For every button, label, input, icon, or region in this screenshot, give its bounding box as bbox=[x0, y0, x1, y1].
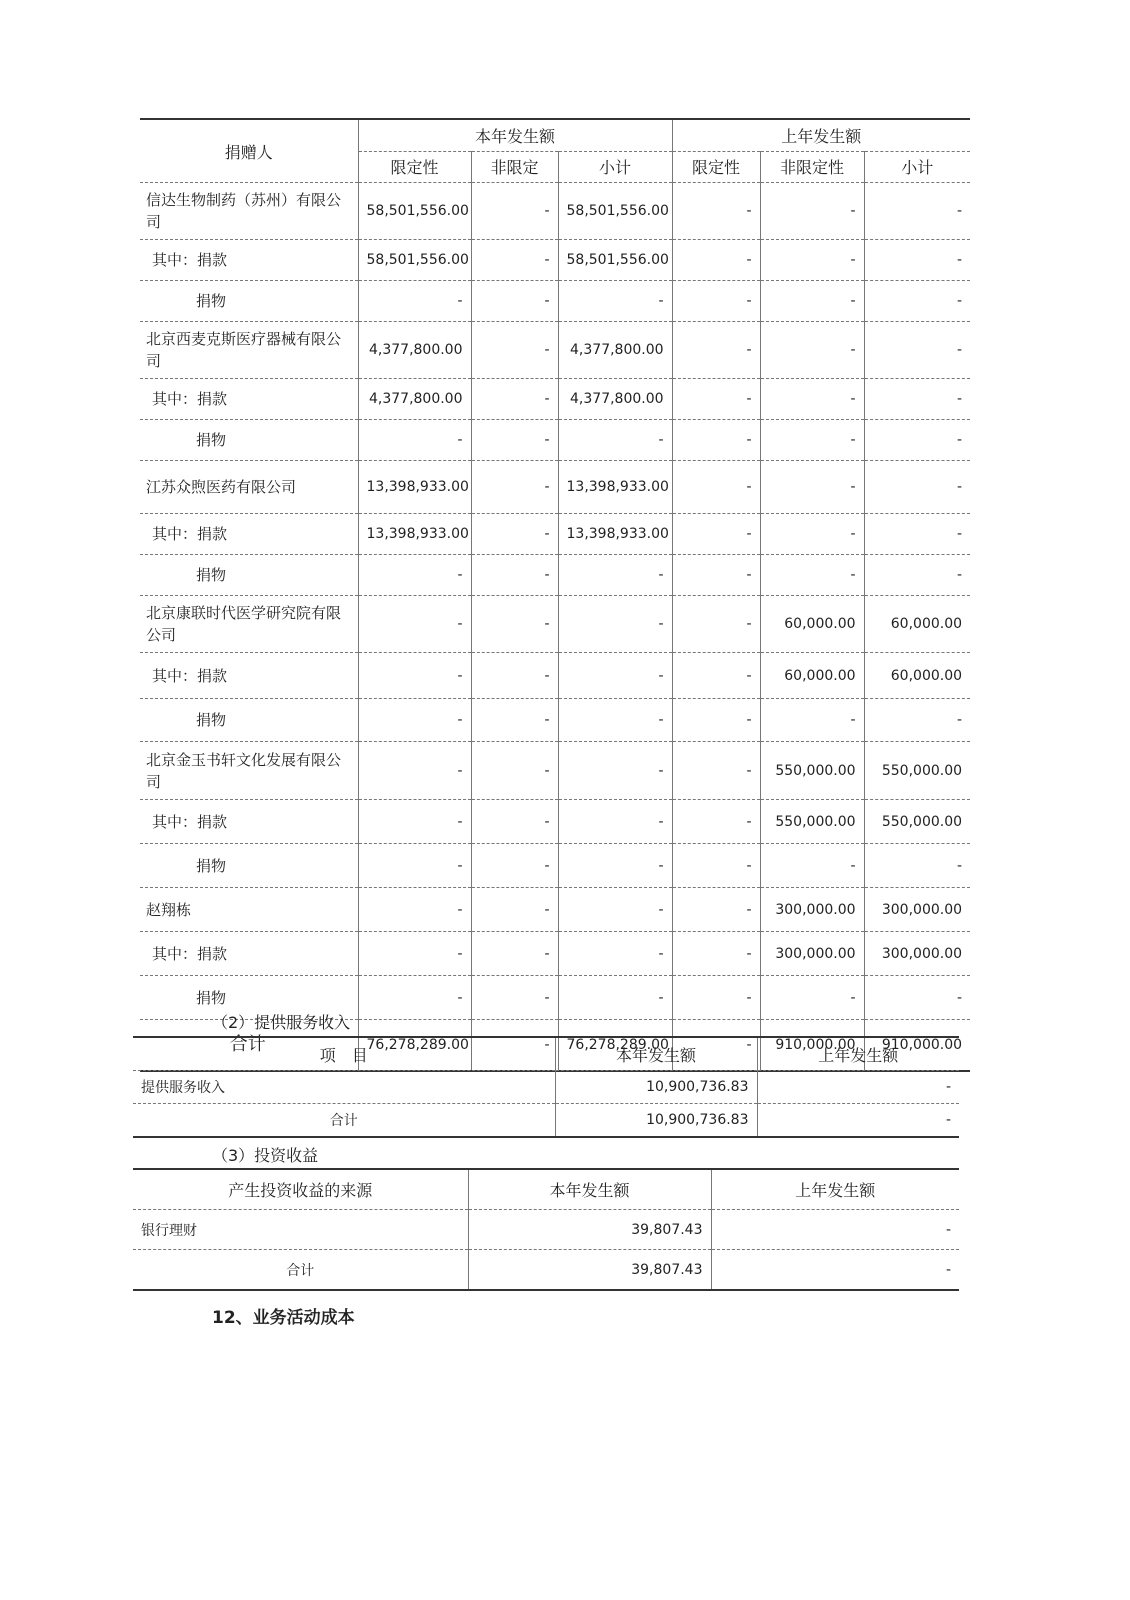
cell-current-restricted: - bbox=[358, 742, 471, 800]
cell-prior-unrestricted: 300,000.00 bbox=[760, 888, 864, 932]
cell-current-unrestricted: - bbox=[471, 742, 558, 800]
cell-current-restricted: - bbox=[358, 420, 471, 461]
cell-current-restricted: - bbox=[358, 800, 471, 844]
cell-prior-restricted: - bbox=[672, 800, 760, 844]
cell-current-unrestricted: - bbox=[471, 240, 558, 281]
cell-prior-restricted: - bbox=[672, 653, 760, 699]
in-kind-donation-label: 捐物 bbox=[140, 420, 358, 461]
cell-current-subtotal: - bbox=[558, 281, 672, 322]
cell-current-unrestricted: - bbox=[471, 653, 558, 699]
table-row bbox=[140, 699, 970, 742]
cell-prior-subtotal: - bbox=[864, 514, 970, 555]
cell-prior-unrestricted: - bbox=[760, 183, 864, 240]
total-current-restricted: 76,278,289.00 bbox=[358, 1020, 471, 1072]
cell-current-subtotal: - bbox=[558, 932, 672, 976]
cell-current-unrestricted: - bbox=[471, 800, 558, 844]
cell-prior-unrestricted: - bbox=[760, 844, 864, 888]
cell-current-unrestricted: - bbox=[471, 596, 558, 653]
header-current-year: 本年发生额 bbox=[358, 119, 672, 151]
cell-prior-restricted: - bbox=[672, 322, 760, 379]
cell-prior-subtotal: - bbox=[864, 420, 970, 461]
cell-current-subtotal: - bbox=[558, 653, 672, 699]
total-label: 合计 bbox=[286, 1262, 315, 1279]
cell-prior-subtotal: 550,000.00 bbox=[864, 800, 970, 844]
row-label: 银行理财 bbox=[133, 1210, 468, 1250]
cell-prior-subtotal: 60,000.00 bbox=[864, 596, 970, 653]
cell-prior-restricted: - bbox=[672, 183, 760, 240]
table-header-row bbox=[133, 1169, 959, 1210]
cell-current-restricted: - bbox=[358, 976, 471, 1020]
cash-donation-label: 其中：捐款 bbox=[140, 379, 358, 420]
table-row bbox=[140, 379, 970, 420]
donor-name: 北京金玉书轩文化发展有限公司 bbox=[140, 742, 358, 800]
table-row bbox=[133, 1210, 959, 1250]
cell-current-restricted: - bbox=[358, 281, 471, 322]
table-row bbox=[140, 420, 970, 461]
donation-income-table bbox=[140, 118, 970, 1072]
table-row bbox=[140, 322, 970, 379]
cell-prior-unrestricted: 300,000.00 bbox=[760, 932, 864, 976]
table-row bbox=[140, 281, 970, 322]
cell-current-subtotal: 4,377,800.00 bbox=[558, 379, 672, 420]
header-current: 本年发生额 bbox=[468, 1169, 711, 1210]
donor-name: 北京西麦克斯医疗器械有限公司 bbox=[140, 322, 358, 379]
donor-name: 江苏众煦医药有限公司 bbox=[140, 461, 358, 514]
cell-current-unrestricted: - bbox=[471, 281, 558, 322]
cell-prior-restricted: - bbox=[672, 514, 760, 555]
cell-current-restricted: - bbox=[358, 555, 471, 596]
header-donor: 捐赠人 bbox=[140, 119, 358, 183]
cell-current-restricted: 13,398,933.00 bbox=[358, 461, 471, 514]
cell-current-restricted: 13,398,933.00 bbox=[358, 514, 471, 555]
cell-prior-restricted: - bbox=[672, 281, 760, 322]
table-row bbox=[140, 888, 970, 932]
cell-prior-unrestricted: - bbox=[760, 281, 864, 322]
cell-current-unrestricted: - bbox=[471, 844, 558, 888]
total-current: 39,807.43 bbox=[468, 1250, 711, 1291]
cell-prior-subtotal: - bbox=[864, 183, 970, 240]
cash-donation-label: 其中：捐款 bbox=[140, 800, 358, 844]
table-row bbox=[140, 596, 970, 653]
cell-prior-subtotal: 550,000.00 bbox=[864, 742, 970, 800]
table-row bbox=[140, 183, 970, 240]
cell-current-restricted: 58,501,556.00 bbox=[358, 183, 471, 240]
total-prior: - bbox=[757, 1104, 959, 1138]
cell-prior-subtotal: - bbox=[864, 844, 970, 888]
cell-current-subtotal: 58,501,556.00 bbox=[558, 183, 672, 240]
cell-current-restricted: - bbox=[358, 653, 471, 699]
row-current: 39,807.43 bbox=[468, 1210, 711, 1250]
cell-prior-restricted: - bbox=[672, 461, 760, 514]
cell-prior-subtotal: - bbox=[864, 699, 970, 742]
total-prior-restricted: - bbox=[672, 1020, 760, 1072]
cell-prior-restricted: - bbox=[672, 699, 760, 742]
cell-prior-unrestricted: - bbox=[760, 699, 864, 742]
total-label: 合计 bbox=[229, 1034, 266, 1055]
row-label: 提供服务收入 bbox=[133, 1071, 555, 1104]
in-kind-donation-label: 捐物 bbox=[140, 976, 358, 1020]
cell-current-subtotal: 13,398,933.00 bbox=[558, 514, 672, 555]
cell-prior-restricted: - bbox=[672, 844, 760, 888]
cash-donation-label: 其中：捐款 bbox=[140, 653, 358, 699]
cell-current-restricted: - bbox=[358, 844, 471, 888]
cell-current-subtotal: - bbox=[558, 742, 672, 800]
row-prior: - bbox=[757, 1071, 959, 1104]
header-prior-year: 上年发生额 bbox=[672, 119, 970, 151]
cell-prior-subtotal: - bbox=[864, 461, 970, 514]
cell-current-restricted: 4,377,800.00 bbox=[358, 322, 471, 379]
cell-current-subtotal: 58,501,556.00 bbox=[558, 240, 672, 281]
cell-current-subtotal: - bbox=[558, 888, 672, 932]
cell-current-subtotal: - bbox=[558, 699, 672, 742]
table-row bbox=[140, 514, 970, 555]
header-restricted-prior: 限定性 bbox=[672, 151, 760, 183]
cell-prior-restricted: - bbox=[672, 888, 760, 932]
header-prior: 上年发生额 bbox=[711, 1169, 959, 1210]
table-row bbox=[140, 932, 970, 976]
cash-donation-label: 其中：捐款 bbox=[140, 240, 358, 281]
total-prior-unrestricted: 910,000.00 bbox=[760, 1020, 864, 1072]
cell-current-restricted: - bbox=[358, 596, 471, 653]
header-unrestricted-current: 非限定 bbox=[471, 151, 558, 183]
cell-current-restricted: 58,501,556.00 bbox=[358, 240, 471, 281]
cell-current-unrestricted: - bbox=[471, 322, 558, 379]
cell-current-unrestricted: - bbox=[471, 379, 558, 420]
cell-prior-restricted: - bbox=[672, 379, 760, 420]
cell-prior-unrestricted: - bbox=[760, 420, 864, 461]
total-row bbox=[133, 1104, 959, 1138]
in-kind-donation-label: 捐物 bbox=[140, 555, 358, 596]
cell-prior-unrestricted: - bbox=[760, 976, 864, 1020]
cell-prior-restricted: - bbox=[672, 596, 760, 653]
cell-current-subtotal: - bbox=[558, 844, 672, 888]
cell-prior-unrestricted: 550,000.00 bbox=[760, 742, 864, 800]
cell-current-subtotal: 13,398,933.00 bbox=[558, 461, 672, 514]
header-subtotal-prior: 小计 bbox=[864, 151, 970, 183]
total-prior: - bbox=[711, 1250, 959, 1291]
cell-current-unrestricted: - bbox=[471, 888, 558, 932]
table-header-row bbox=[133, 1037, 959, 1071]
table-row bbox=[140, 461, 970, 514]
donor-name: 北京康联时代医学研究院有限公司 bbox=[140, 596, 358, 653]
row-current: 10,900,736.83 bbox=[555, 1071, 757, 1104]
cell-prior-unrestricted: - bbox=[760, 514, 864, 555]
cell-prior-restricted: - bbox=[672, 555, 760, 596]
cell-prior-unrestricted: 60,000.00 bbox=[760, 596, 864, 653]
total-prior-subtotal: 910,000.00 bbox=[864, 1020, 970, 1072]
total-row bbox=[133, 1250, 959, 1291]
cell-current-restricted: - bbox=[358, 932, 471, 976]
cell-prior-subtotal: 60,000.00 bbox=[864, 653, 970, 699]
cell-prior-unrestricted: - bbox=[760, 555, 864, 596]
cell-prior-unrestricted: 550,000.00 bbox=[760, 800, 864, 844]
cell-prior-subtotal: - bbox=[864, 281, 970, 322]
header-prior: 上年发生额 bbox=[757, 1037, 959, 1071]
cell-current-unrestricted: - bbox=[471, 461, 558, 514]
cell-current-restricted: - bbox=[358, 699, 471, 742]
cell-prior-restricted: - bbox=[672, 240, 760, 281]
cell-current-subtotal: - bbox=[558, 420, 672, 461]
in-kind-donation-label: 捐物 bbox=[140, 844, 358, 888]
header-current: 本年发生额 bbox=[555, 1037, 757, 1071]
cell-prior-unrestricted: - bbox=[760, 240, 864, 281]
cell-current-unrestricted: - bbox=[471, 699, 558, 742]
cell-current-unrestricted: - bbox=[471, 514, 558, 555]
section-title-service-revenue: （2）提供服务收入 bbox=[212, 1013, 351, 1032]
table-row bbox=[140, 800, 970, 844]
cell-current-subtotal: 4,377,800.00 bbox=[558, 322, 672, 379]
cell-current-subtotal: - bbox=[558, 976, 672, 1020]
cell-current-subtotal: - bbox=[558, 555, 672, 596]
table-row bbox=[140, 653, 970, 699]
donor-name: 赵翔栋 bbox=[140, 888, 358, 932]
cell-current-unrestricted: - bbox=[471, 420, 558, 461]
cell-prior-subtotal: - bbox=[864, 322, 970, 379]
cell-prior-unrestricted: - bbox=[760, 322, 864, 379]
cell-prior-unrestricted: - bbox=[760, 461, 864, 514]
cell-prior-restricted: - bbox=[672, 976, 760, 1020]
header-restricted-current: 限定性 bbox=[358, 151, 471, 183]
cash-donation-label: 其中：捐款 bbox=[140, 514, 358, 555]
total-current: 10,900,736.83 bbox=[555, 1104, 757, 1138]
cash-donation-label: 其中：捐款 bbox=[140, 932, 358, 976]
cell-prior-subtotal: - bbox=[864, 379, 970, 420]
header-unrestricted-prior: 非限定性 bbox=[760, 151, 864, 183]
table-row bbox=[133, 1071, 959, 1104]
cell-prior-restricted: - bbox=[672, 742, 760, 800]
section-title-investment-income: （3）投资收益 bbox=[212, 1146, 319, 1165]
in-kind-donation-label: 捐物 bbox=[140, 699, 358, 742]
table-row bbox=[140, 844, 970, 888]
donor-name: 信达生物制药（苏州）有限公司 bbox=[140, 183, 358, 240]
cell-prior-restricted: - bbox=[672, 932, 760, 976]
cell-prior-unrestricted: 60,000.00 bbox=[760, 653, 864, 699]
investment-income-table bbox=[133, 1168, 959, 1291]
header-source: 产生投资收益的来源 bbox=[133, 1169, 468, 1210]
header-item: 项 目 bbox=[133, 1037, 555, 1071]
table-row bbox=[140, 240, 970, 281]
table-row bbox=[140, 742, 970, 800]
cell-current-subtotal: - bbox=[558, 596, 672, 653]
cell-prior-subtotal: 300,000.00 bbox=[864, 932, 970, 976]
table-row bbox=[140, 555, 970, 596]
cell-prior-subtotal: - bbox=[864, 555, 970, 596]
cell-current-unrestricted: - bbox=[471, 976, 558, 1020]
cell-prior-subtotal: - bbox=[864, 976, 970, 1020]
service-revenue-table bbox=[133, 1036, 959, 1138]
cell-prior-subtotal: 300,000.00 bbox=[864, 888, 970, 932]
cell-current-unrestricted: - bbox=[471, 183, 558, 240]
cell-prior-subtotal: - bbox=[864, 240, 970, 281]
total-current-unrestricted: - bbox=[471, 1020, 558, 1072]
cell-current-unrestricted: - bbox=[471, 555, 558, 596]
cell-prior-unrestricted: - bbox=[760, 379, 864, 420]
cell-current-unrestricted: - bbox=[471, 932, 558, 976]
in-kind-donation-label: 捐物 bbox=[140, 281, 358, 322]
cell-prior-restricted: - bbox=[672, 420, 760, 461]
row-prior: - bbox=[711, 1210, 959, 1250]
cell-current-subtotal: - bbox=[558, 800, 672, 844]
cell-current-restricted: - bbox=[358, 888, 471, 932]
total-current-subtotal: 76,278,289.00 bbox=[558, 1020, 672, 1072]
header-subtotal-current: 小计 bbox=[558, 151, 672, 183]
total-label: 合计 bbox=[329, 1113, 358, 1129]
cell-current-restricted: 4,377,800.00 bbox=[358, 379, 471, 420]
section-heading-business-costs: 12、业务活动成本 bbox=[212, 1308, 355, 1328]
